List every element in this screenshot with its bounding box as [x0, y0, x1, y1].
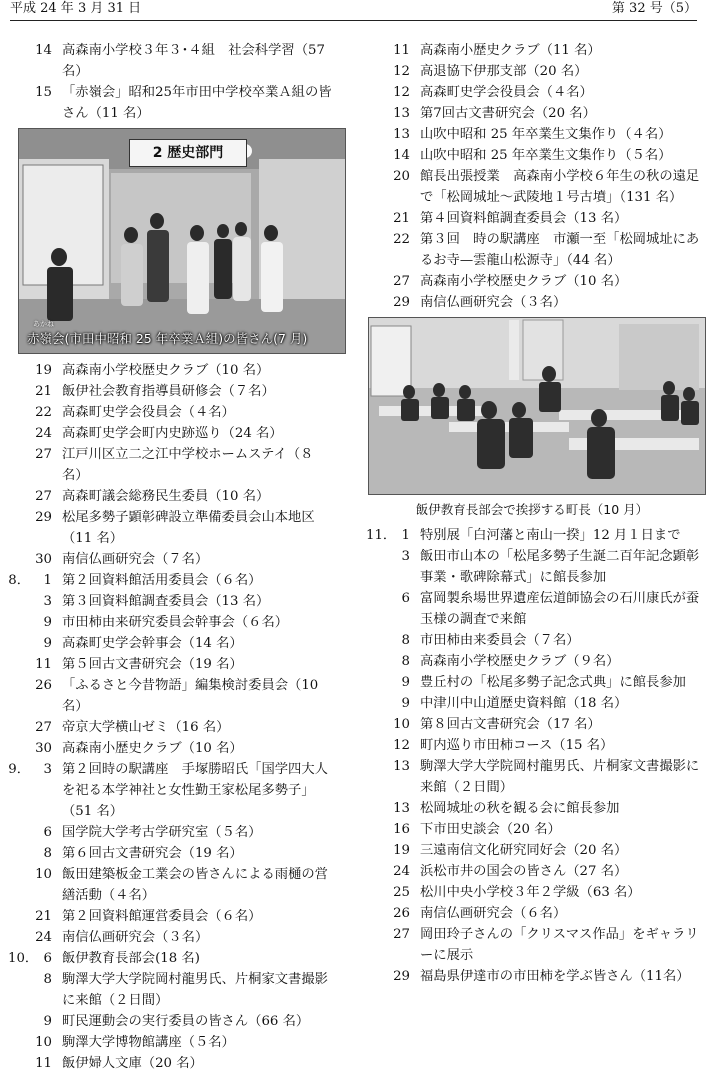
entry-text: 第３回資料館調査委員会（13 名）: [62, 594, 270, 609]
entry-day: 22: [393, 232, 410, 247]
entry-text: 福島県伊達市の市田柿を学ぶ皆さん（11名）: [420, 969, 690, 984]
entry-day: 15: [35, 85, 52, 100]
log-entry: [364, 61, 700, 82]
entry-day: 8: [401, 654, 410, 669]
log-entry: [6, 633, 332, 654]
entry-month: 11．: [366, 528, 397, 543]
entry-month: 9．: [8, 762, 30, 777]
entry-text: 高森町史学会町内史跡巡り（24 名）: [62, 426, 283, 441]
log-entry: [364, 124, 700, 145]
log-entry: [364, 546, 700, 588]
log-entry: [6, 486, 332, 507]
entry-text: 帝京大学横山ゼミ（16 名）: [62, 720, 230, 735]
entry-month: 10．: [8, 951, 39, 966]
entry-day: 10: [393, 717, 410, 732]
entry-day: 8: [401, 633, 410, 648]
log-entry: [6, 612, 332, 633]
right-top-list: [364, 40, 700, 313]
entry-text: 国学院大学考古学研究室（５名）: [62, 825, 262, 840]
entry-day: 21: [35, 909, 52, 924]
log-entry: [364, 292, 700, 313]
entry-day: 9: [401, 696, 410, 711]
log-entry: [364, 208, 700, 229]
entry-day: 27: [393, 274, 410, 289]
entry-day: 24: [35, 930, 52, 945]
log-entry: [6, 507, 332, 549]
log-entry: [364, 525, 700, 546]
entry-text: 浜松市井の国会の皆さん（27 名）: [420, 864, 628, 879]
entry-day: 27: [35, 489, 52, 504]
entry-day: 9: [43, 636, 52, 651]
entry-text: 豊丘村の「松尾多勢子記念式典」に館長参加: [420, 675, 686, 690]
entry-text: 高森町史学会役員会（４名）: [62, 405, 235, 420]
log-entry: [6, 654, 332, 675]
entry-day: 3: [401, 549, 410, 564]
log-entry: [364, 840, 700, 861]
entry-day: 12: [393, 738, 410, 753]
entry-text: 下市田史談会（20 名）: [420, 822, 561, 837]
entry-day: 3: [43, 762, 52, 777]
entry-day: 13: [393, 801, 410, 816]
entry-text: 高退協下伊那支部（20 名）: [420, 64, 588, 79]
page-header: [10, 0, 697, 21]
entry-text: 飯田建築板金工業会の皆さんによる雨樋の営繕活動（４名）: [62, 867, 328, 903]
right-column: [364, 40, 700, 987]
log-entry: [6, 591, 332, 612]
caption-ruby: あかね: [33, 320, 54, 328]
entry-day: 21: [393, 211, 410, 226]
entry-text: 高森町議会総務民生委員（10 名）: [62, 489, 270, 504]
log-entry: [6, 822, 332, 843]
log-entry: [364, 651, 700, 672]
log-entry: [364, 693, 700, 714]
photo-education-meeting: [368, 317, 706, 495]
log-entry: [6, 717, 332, 738]
entry-day: 26: [35, 678, 52, 693]
issue-number: 第 32 号（5）: [611, 1, 697, 16]
log-entry: [364, 672, 700, 693]
log-entry: [6, 423, 332, 444]
entry-text: 飯伊社会教育指導員研修会（７名）: [62, 384, 275, 399]
entry-text: 富岡製糸場世界遺産伝道師協会の石川康氏が蚕玉様の調査で来館: [420, 591, 700, 627]
entry-day: 1: [43, 573, 52, 588]
entry-text: 町内巡り市田柿コース（15 名）: [420, 738, 614, 753]
log-entry: [364, 756, 700, 798]
entry-day: 11: [35, 1056, 52, 1071]
log-entry: [6, 864, 332, 906]
entry-text: 駒澤大学博物館講座（５名）: [62, 1035, 235, 1050]
log-entry: [364, 798, 700, 819]
log-entry: [6, 40, 332, 82]
entry-text: 第５回古文書研究会（19 名）: [62, 657, 243, 672]
entry-day: 9: [43, 1014, 52, 1029]
entry-day: 16: [393, 822, 410, 837]
entry-day: 21: [35, 384, 52, 399]
entry-day: 10: [35, 1035, 52, 1050]
log-entry: [364, 924, 700, 966]
log-entry: [364, 966, 700, 987]
entry-text: 飯田市山本の「松尾多勢子生誕二百年記念顕彰事業・歌碑除幕式」に館長参加: [420, 549, 700, 585]
entry-text: 南信仏画研究会（３名）: [420, 295, 567, 310]
entry-text: 飯伊教育長部会(18 名): [62, 951, 200, 966]
entry-text: 市田柿由来研究委員会幹事会（６名）: [62, 615, 289, 630]
log-entry: [364, 630, 700, 651]
log-entry: [6, 360, 332, 381]
entry-day: 11: [35, 657, 52, 672]
entry-text: 南信仏画研究会（７名）: [62, 552, 209, 567]
entry-text: 高森南小歴史クラブ（11 名）: [420, 43, 601, 58]
log-entry: [364, 903, 700, 924]
entry-text: 三遠南信文化研究同好会（20 名）: [420, 843, 628, 858]
photo-akanekai-group: [18, 128, 346, 354]
log-entry: [6, 759, 332, 822]
entry-day: 20: [393, 169, 410, 184]
log-entry: [6, 549, 332, 570]
entry-day: 30: [35, 552, 52, 567]
entry-text: 岡田玲子さんの「クリスマス作品」をギャラリーに展示: [420, 927, 699, 963]
entry-day: 13: [393, 127, 410, 142]
entry-text: 中津川中山道歴史資料館（18 名）: [420, 696, 628, 711]
entry-day: 24: [35, 426, 52, 441]
log-entry: [6, 381, 332, 402]
log-entry: [6, 1032, 332, 1053]
log-entry: [6, 82, 332, 124]
log-entry: [364, 82, 700, 103]
entry-day: 9: [43, 615, 52, 630]
log-entry: [6, 738, 332, 759]
entry-day: 25: [393, 885, 410, 900]
entry-text: 南信仏画研究会（６名）: [420, 906, 567, 921]
log-entry: [6, 675, 332, 717]
log-entry: [6, 948, 332, 969]
entry-day: 8: [43, 846, 52, 861]
entry-day: 30: [35, 741, 52, 756]
entry-day: 12: [393, 64, 410, 79]
left-column: [6, 40, 332, 1074]
log-entry: [364, 861, 700, 882]
entry-text: 第２回資料館運営委員会（６名）: [62, 909, 262, 924]
entry-month: 8．: [8, 573, 30, 588]
log-entry: [364, 714, 700, 735]
entry-day: 27: [35, 720, 52, 735]
entry-text: 「ふるさと今昔物語」編集検討委員会（10 名）: [62, 678, 319, 714]
entry-text: 第7回古文書研究会（20 名）: [420, 106, 596, 121]
log-entry: [364, 735, 700, 756]
log-entry: [364, 166, 700, 208]
entry-day: 29: [393, 969, 410, 984]
photo-caption-meeting: 飯伊教育長部会で挨拶する町長（10 月）: [415, 502, 649, 517]
entry-day: 6: [43, 825, 52, 840]
left-bottom-list: [6, 360, 332, 1074]
log-entry: [364, 40, 700, 61]
entry-text: 高森南小歴史クラブ（10 名）: [62, 741, 243, 756]
entry-day: 27: [393, 927, 410, 942]
log-entry: [364, 271, 700, 292]
entry-text: 高森町史学会幹事会（14 名）: [62, 636, 243, 651]
entry-day: 27: [35, 447, 52, 462]
log-entry: [6, 1011, 332, 1032]
entry-day: 22: [35, 405, 52, 420]
entry-day: 26: [393, 906, 410, 921]
entry-day: 10: [35, 867, 52, 882]
entry-day: 1: [401, 528, 410, 543]
entry-text: 駒澤大学大学院岡村龍男氏、片桐家文書撮影に来館（２日間）: [420, 759, 700, 795]
entry-text: 松尾多勢子顕彰碑設立準備委員会山本地区（11 名）: [62, 510, 315, 546]
entry-day: 14: [393, 148, 410, 163]
entry-text: 館長出張授業 高森南小学校６年生の秋の遠足で「松岡城址～武陵地１号古墳」（131 名）: [420, 169, 700, 205]
right-bottom-list: [364, 525, 700, 987]
entry-day: 29: [35, 510, 52, 525]
entry-text: 松川中央小学校３年２学級（63 名）: [420, 885, 641, 900]
entry-day: 6: [43, 951, 52, 966]
exhibit-sign: 2 歴史部門: [129, 139, 247, 167]
entry-text: 高森町史学会役員会（４名）: [420, 85, 593, 100]
entry-day: 12: [393, 85, 410, 100]
log-entry: [6, 843, 332, 864]
entry-text: 町民運動会の実行委員の皆さん（66 名）: [62, 1014, 310, 1029]
log-entry: [6, 906, 332, 927]
entry-text: 「赤嶺会」昭和25年市田中学校卒業Ａ組の皆さん（11 名）: [62, 85, 332, 121]
entry-text: 山吹中昭和 25 年卒業生文集作り（４名）: [420, 127, 672, 142]
entry-text: 第２回資料館活用委員会（６名）: [62, 573, 262, 588]
entry-text: 第４回資料館調査委員会（13 名）: [420, 211, 628, 226]
entry-text: 駒澤大学大学院岡村龍男氏、片桐家文書撮影に来館（２日間）: [62, 972, 328, 1008]
entry-text: 高森南小学校３年３･４組 社会科学習（57 名）: [62, 43, 325, 79]
entry-text: 第３回 時の駅講座 市瀬一至「松岡城址にあるお寺—雲龍山松源寺」（44 名）: [420, 232, 700, 268]
log-entry: [364, 229, 700, 271]
entry-text: 高森南小学校歴史クラブ（10 名）: [420, 274, 628, 289]
entry-text: 松岡城址の秋を観る会に館長参加: [420, 801, 620, 816]
log-entry: [6, 444, 332, 486]
entry-day: 8: [43, 972, 52, 987]
entry-text: 山吹中昭和 25 年卒業生文集作り（５名）: [420, 148, 672, 163]
log-entry: [364, 103, 700, 124]
entry-text: 高森南小学校歴史クラブ（10 名）: [62, 363, 270, 378]
entry-day: 3: [43, 594, 52, 609]
log-entry: [364, 882, 700, 903]
entry-day: 13: [393, 106, 410, 121]
log-entry: [364, 819, 700, 840]
left-top-list: [6, 40, 332, 124]
log-entry: [6, 570, 332, 591]
entry-text: 第６回古文書研究会（19 名）: [62, 846, 243, 861]
entry-day: 24: [393, 864, 410, 879]
log-entry: [6, 1053, 332, 1074]
entry-day: 9: [401, 675, 410, 690]
entry-day: 19: [393, 843, 410, 858]
log-entry: [364, 588, 700, 630]
entry-day: 6: [401, 591, 410, 606]
entry-text: 飯伊婦人文庫（20 名）: [62, 1056, 203, 1071]
entry-text: 市田柿由来委員会（７名）: [420, 633, 580, 648]
entry-day: 19: [35, 363, 52, 378]
entry-day: 29: [393, 295, 410, 310]
entry-text: 第２回時の駅講座 手塚勝昭氏「国学四大人を祀る本学神社と女性勤王家松尾多勢子」（51 名）: [62, 762, 328, 819]
entry-text: 南信仏画研究会（３名）: [62, 930, 209, 945]
photo-caption: 赤嶺会(市田中昭和 25 年卒業Ａ組)の皆さん(7 月): [27, 331, 308, 346]
entry-text: 特別展「白河藩と南山一揆」12 月１日まで: [420, 528, 681, 543]
log-entry: [6, 402, 332, 423]
entry-day: 11: [393, 43, 410, 58]
entry-text: 江戸川区立二之江中学校ホームステイ（８名）: [62, 447, 314, 483]
entry-text: 高森南小学校歴史クラブ（９名）: [420, 654, 620, 669]
publication-date: 平成 24 年 3 月 31 日: [10, 1, 142, 16]
entry-day: 13: [393, 759, 410, 774]
entry-day: 14: [35, 43, 52, 58]
log-entry: [364, 145, 700, 166]
log-entry: [6, 969, 332, 1011]
meeting-room-photo: [369, 318, 705, 494]
log-entry: [6, 927, 332, 948]
entry-text: 第８回古文書研究会（17 名）: [420, 717, 601, 732]
